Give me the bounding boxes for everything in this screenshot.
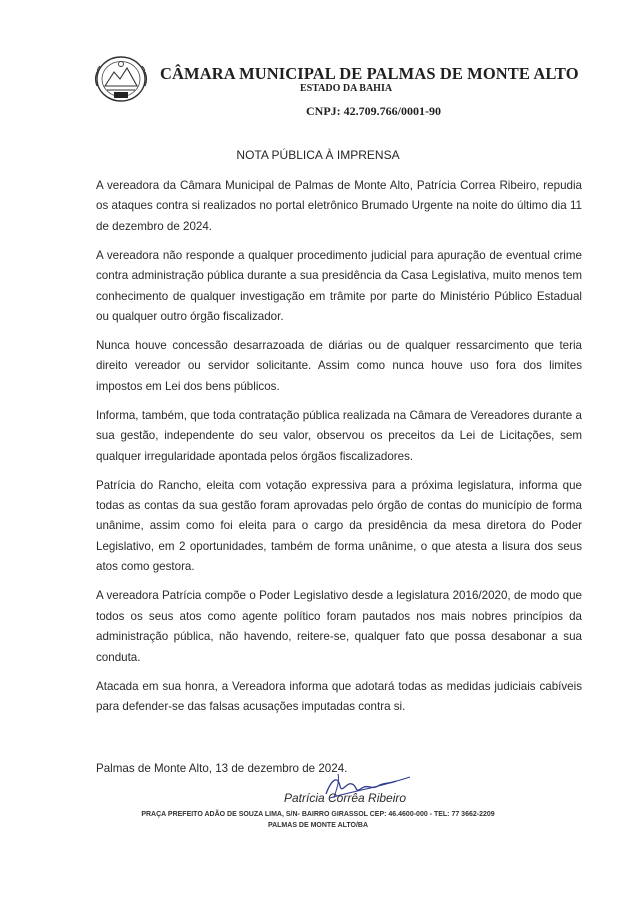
municipal-seal-icon (92, 52, 150, 106)
state-subtitle: ESTADO DA BAHIA (300, 83, 393, 94)
paragraph: Atacada em sua honra, a Vereadora informa que adotará todas as medidas judiciais cabíveis para defender-se das falsas acusações imputadas contra si. (96, 679, 582, 713)
paragraph: A vereadora Patrícia compõe o Poder Legislativo desde a legislatura 2016/2020, de modo que todos os seus atos como agente político foram pautados nos mais nobres princípios da administração pública, não havendo, reitere-se, qualquer fato que possa desabonar a sua conduta. (96, 589, 582, 664)
paragraph: Patrícia do Rancho, eleita com votação expressiva para a próxima legislatura, informa que todas as contas da sua gestão foram aprovadas pelo órgão de contas do município de forma unânime, assim como foi eleita para o cargo da presidência da mesa diretora do Poder Legislativo, em 2 oportunidades, também de forma unânime, o que atesta a lisura dos seus atos como gestora. (96, 478, 582, 574)
document-title: NOTA PÚBLICA À IMPRENSA (236, 148, 400, 162)
date-line: Palmas de Monte Alto, 13 de dezembro de 2024. (96, 762, 348, 775)
document-body (96, 176, 582, 726)
paragraph: Nunca houve concessão desarrazoada de diárias ou de qualquer ressarcimento que teria direito vereador ou servidor solicitante. Assim como nunca houve uso fora dos limites impostos em Lei dos bens públicos. (96, 339, 582, 393)
paragraph: Informa, também, que toda contratação pública realizada na Câmara de Vereadores durante a sua gestão, independente do seu valor, observou os preceitos da Lei de Licitações, sem qualquer irregularidade apontada pelos órgãos fiscalizadores. (96, 408, 582, 463)
paragraph: A vereadora da Câmara Municipal de Palmas de Monte Alto, Patrícia Correa Ribeiro, repudia os ataques contra si realizados no portal eletrônico Brumado Urgente na noite do último dia 11 de dezembro de 2024. (96, 179, 582, 233)
paragraph: A vereadora não responde a qualquer procedimento judicial para apuração de eventual crime contra administração pública durante a sua presidência da Casa Legislativa, muito menos tem conhecimento de qualquer investigação em trâmite por parte do Ministério Público Estadual ou qualquer outro órgão fiscalizador. (96, 248, 582, 324)
footer-address: PRAÇA PREFEITO ADÃO DE SOUZA LIMA, S/N- BAIRRO GIRASSOL CEP: 46.4600-000 - TEL: 77 3662-2209 (141, 811, 495, 818)
signer-name: Patrícia Corrêa Ribeiro (284, 791, 407, 805)
footer-city: PALMAS DE MONTE ALTO/BA (267, 822, 369, 829)
institution-title: CÂMARA MUNICIPAL DE PALMAS DE MONTE ALTO (160, 64, 579, 83)
cnpj-line: CNPJ: 42.709.766/0001-90 (306, 104, 441, 118)
